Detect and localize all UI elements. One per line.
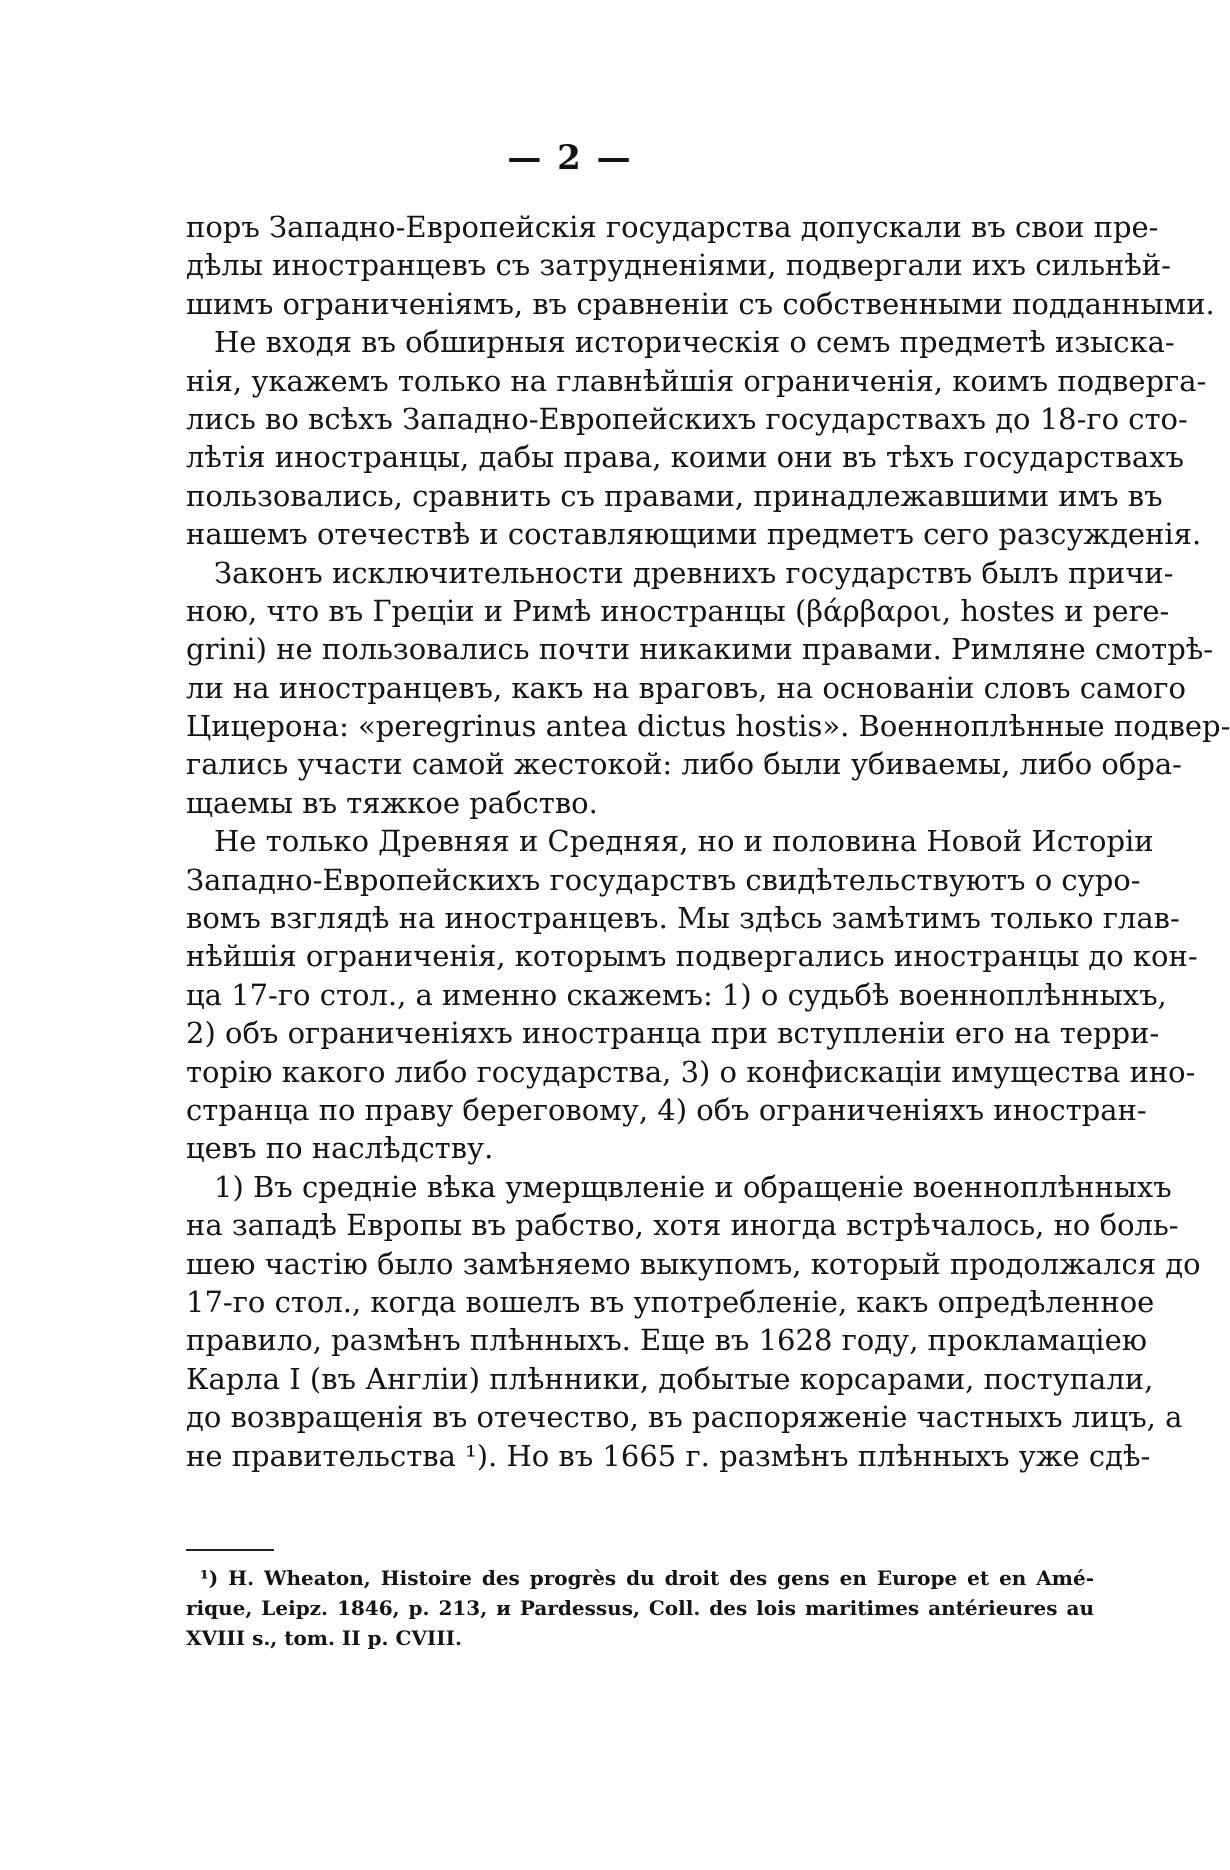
text-line: шимъ ограниченіямъ, въ сравненіи съ собственными подданными. xyxy=(186,286,1215,321)
text-line: ли на иностранцевъ, какъ на враговъ, на основаніи словъ самого xyxy=(186,670,1186,705)
page-number: — 2 — xyxy=(507,138,633,178)
text-line: 1) Въ средніе вѣка умерщвленіе и обращеніе военноплѣнныхъ xyxy=(214,1169,1172,1204)
text-line: поръ Западно-Европейскія государства допускали въ свои пре- xyxy=(186,210,1159,244)
text-line: нія, укажемъ только на главнѣйшія ограниченія, коимъ подверга- xyxy=(186,363,1207,398)
footnote-divider xyxy=(186,1549,274,1551)
text-line: Западно-Европейскихъ государствъ свидѣтельствуютъ о суро- xyxy=(186,862,1141,897)
text-line: не правительства ¹). Но въ 1665 г. размѣнъ плѣнныхъ уже сдѣ- xyxy=(186,1438,1151,1473)
text-line: гались участи самой жестокой: либо были убиваемы, либо обра- xyxy=(186,747,1182,782)
footnote-line: ¹) H. Wheaton, Histoire des progrès du droit des gens en Europe et en Amé- xyxy=(200,1566,1094,1590)
text-line: ца 17-го стол., а именно скажемъ: 1) о судьбѣ военноплѣнныхъ, xyxy=(186,977,1167,1012)
text-line: лись во всѣхъ Западно-Европейскихъ государствахъ до 18-го сто- xyxy=(186,401,1188,436)
text-line: пользовались, сравнить съ правами, принадлежавшими имъ въ xyxy=(186,478,1163,513)
text-line: дѣлы иностранцевъ съ затрудненіями, подвергали ихъ сильнѣй- xyxy=(186,248,1171,283)
text-line: торію какого либо государства, 3) о конфискаціи имущества ино- xyxy=(186,1054,1196,1089)
text-line: до возвращенія въ отечество, въ распоряженіе частныхъ лицъ, а xyxy=(186,1400,1183,1435)
text-line: Цицерона: «peregrinus antea dictus hostis». Военноплѣнные подвер- xyxy=(186,709,1230,744)
text-line: на западѣ Европы въ рабство, хотя иногда встрѣчалось, но боль- xyxy=(186,1208,1179,1243)
text-line: щаемы въ тяжкое рабство. xyxy=(186,785,598,820)
text-line: grini) не пользовались почти никакими правами. Римляне смотрѣ- xyxy=(186,632,1214,667)
footnotes xyxy=(186,1563,1094,1653)
text-line: шею частію было замѣняемо выкупомъ, который продолжался до xyxy=(186,1246,1201,1281)
text-line: странца по праву береговому, 4) объ ограниченіяхъ иностран- xyxy=(186,1092,1147,1127)
text-line: 17-го стол., когда вошелъ въ употребленіе, какъ опредѣленное xyxy=(186,1284,1155,1319)
text-line: нѣйшія ограниченія, которымъ подвергались иностранцы до кон- xyxy=(186,939,1198,974)
text-line: ною, что въ Греціи и Римѣ иностранцы (βάρβαροι, hostes и pere- xyxy=(186,593,1170,628)
text-line: Не входя въ обширныя историческія о семъ предметѣ изыска- xyxy=(214,325,1175,360)
text-line: правило, размѣнъ плѣнныхъ. Еще въ 1628 году, прокламаціею xyxy=(186,1323,1147,1358)
footnote-line: rique, Leipz. 1846, p. 213, и Pardessus, Coll. des lois maritimes antérieures au xyxy=(186,1596,1094,1620)
text-line: Законъ исключительности древнихъ государствъ былъ причи- xyxy=(214,555,1174,590)
text-line: 2) объ ограниченіяхъ иностранца при вступленіи его на терри- xyxy=(186,1016,1160,1051)
footnote-line: XVIII s., tom. II p. CVIII. xyxy=(186,1626,462,1650)
text-line: нашемъ отечествѣ и составляющими предметъ сего разсужденія. xyxy=(186,517,1202,552)
text-line: цевъ по наслѣдству. xyxy=(186,1131,494,1166)
body-text xyxy=(186,208,1230,1475)
text-line: Не только Древняя и Средняя, но и половина Новой Исторіи xyxy=(214,824,1154,859)
text-line: вомъ взглядѣ на иностранцевъ. Мы здѣсь замѣтимъ только глав- xyxy=(186,901,1180,936)
text-line: Карла I (въ Англіи) плѣнники, добытые корсарами, поступали, xyxy=(186,1361,1154,1396)
text-line: лѣтія иностранцы, дабы права, коими они въ тѣхъ государствахъ xyxy=(186,440,1184,475)
